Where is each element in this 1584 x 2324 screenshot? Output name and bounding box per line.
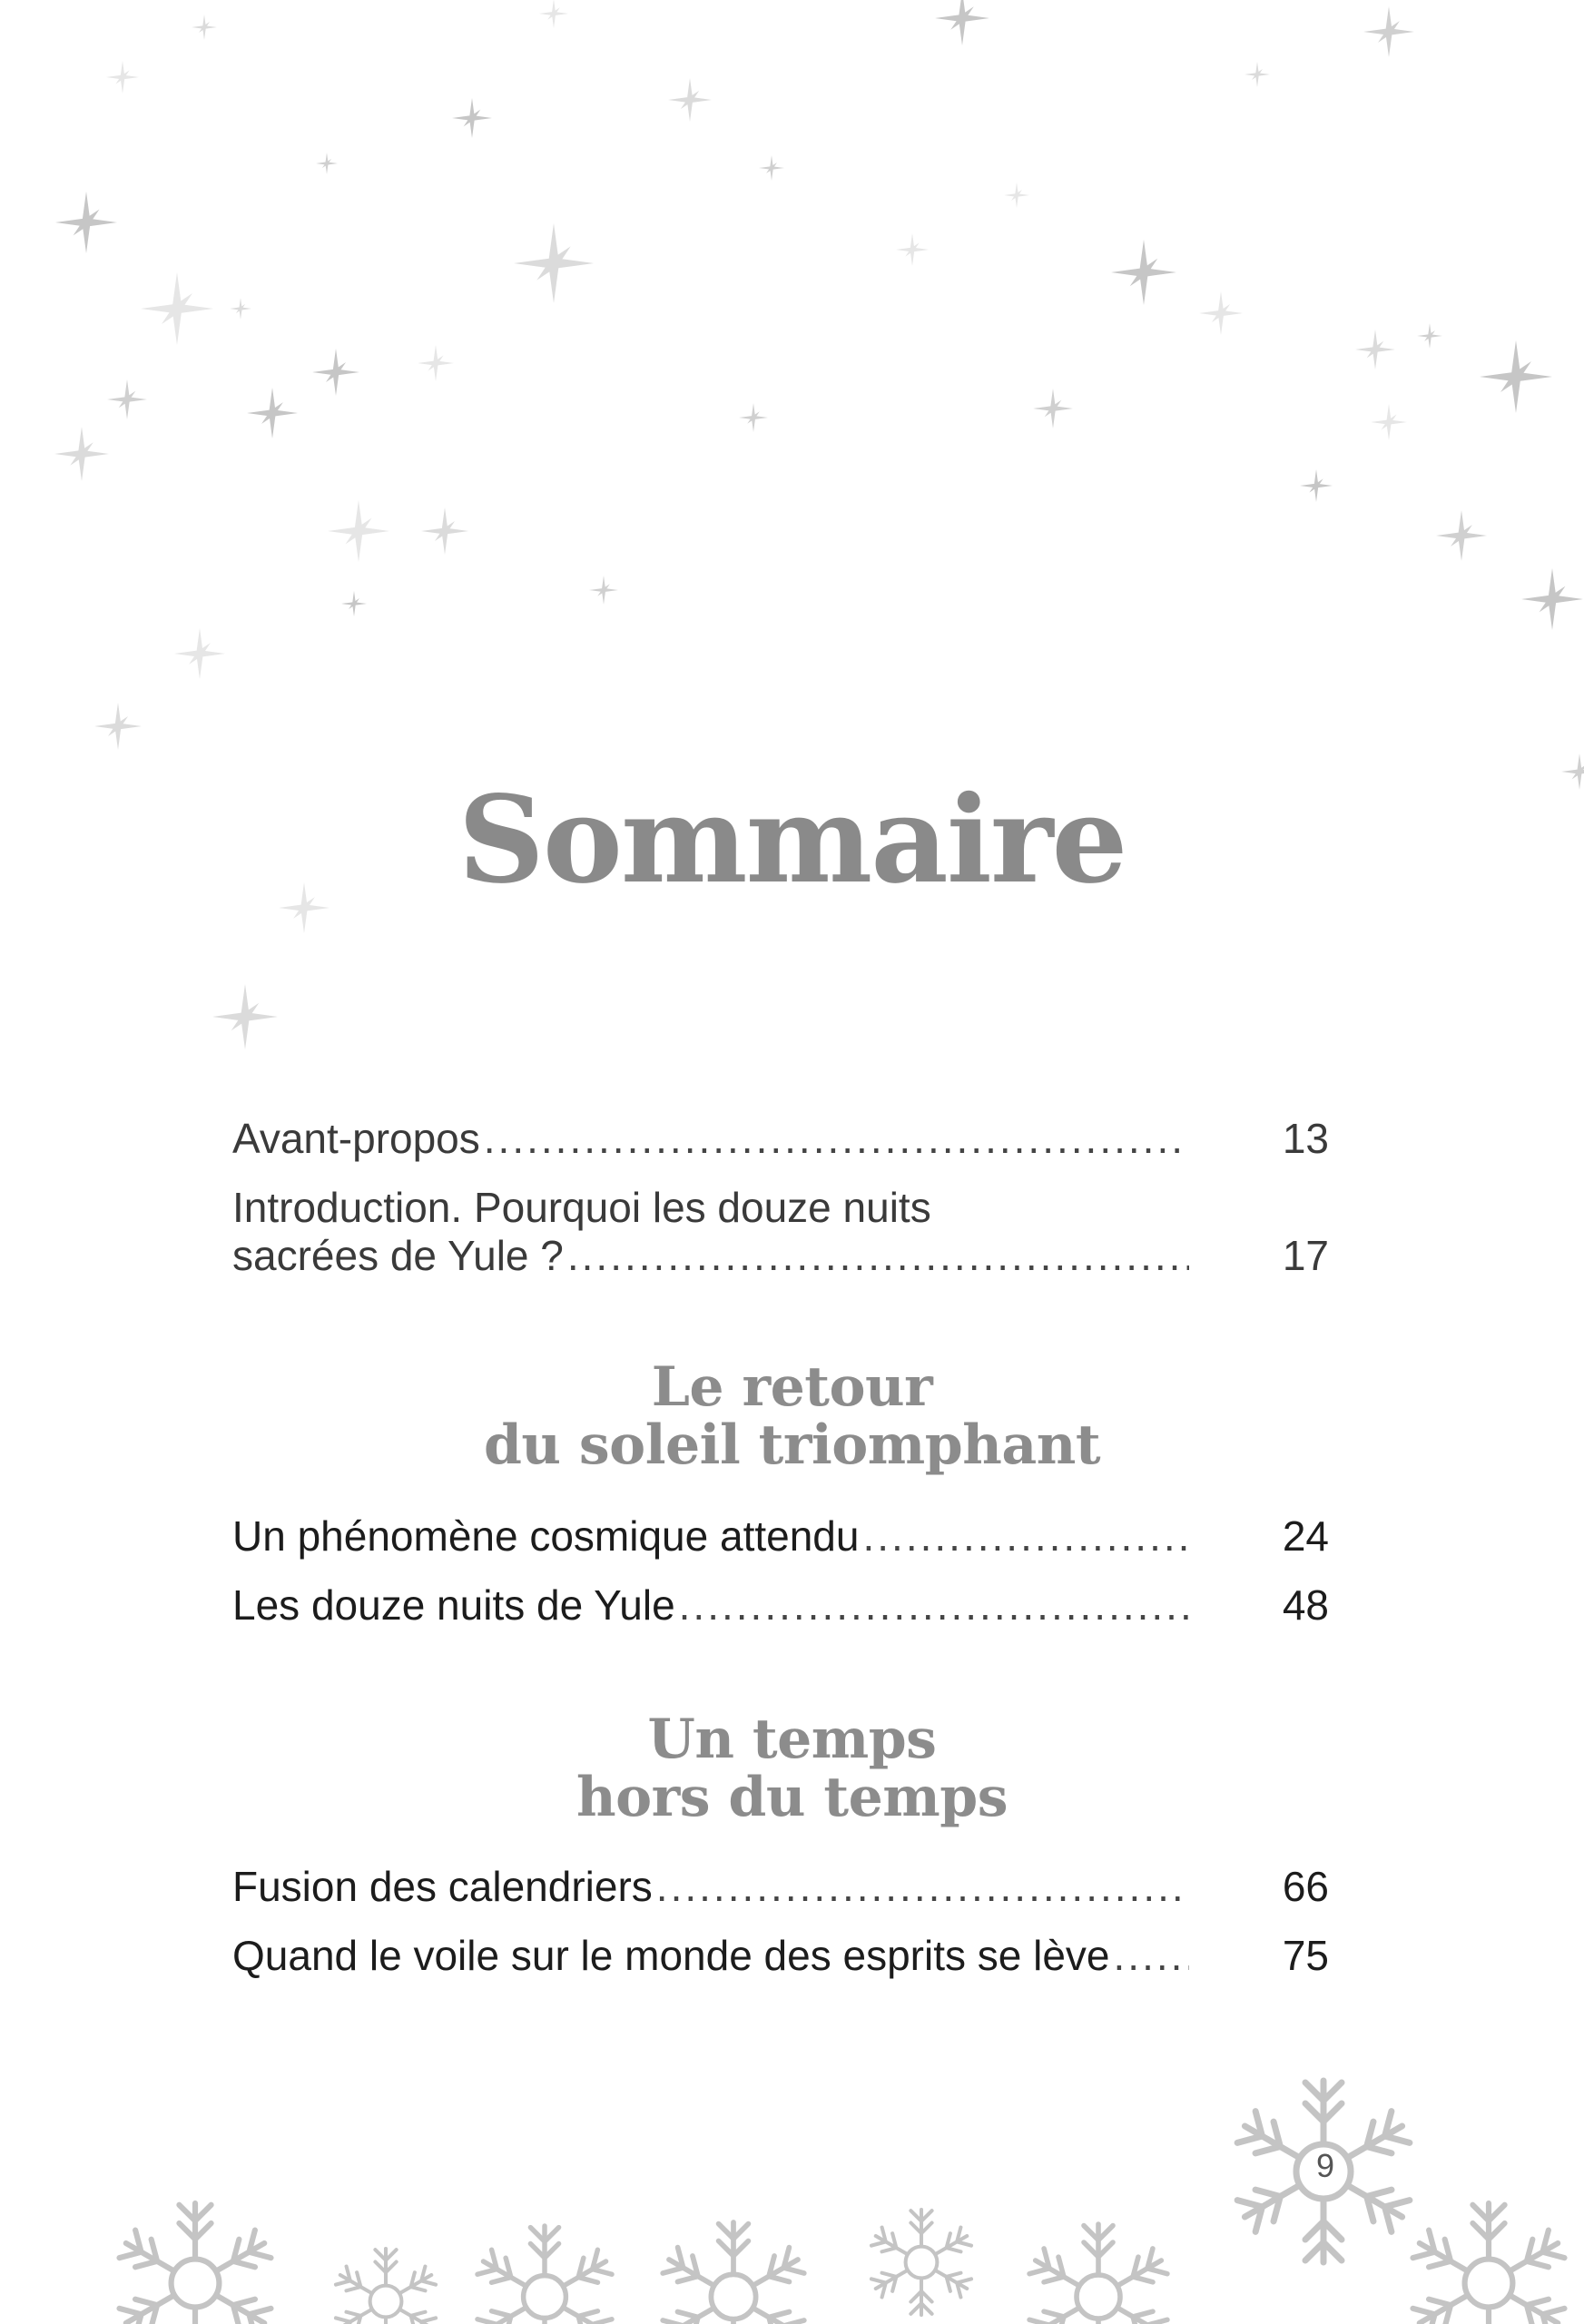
snowflake-icon — [118, 2203, 272, 2324]
sparkle-star-icon — [316, 153, 338, 174]
sparkle-star-icon — [212, 984, 278, 1049]
toc-entry-page: 48 — [1282, 1581, 1329, 1629]
sparkle-star-icon — [1363, 6, 1414, 57]
toc-entry-voile-esprits — [232, 1932, 1329, 1980]
toc-entry-page: 75 — [1282, 1932, 1329, 1979]
sparkle-star-icon — [759, 155, 784, 181]
sparkle-star-icon — [94, 703, 142, 750]
sparkle-star-icon — [1199, 291, 1243, 335]
sparkle-star-icon — [452, 98, 492, 138]
sparkle-star-icon — [1300, 469, 1333, 502]
snowflake-icon — [1028, 2224, 1169, 2324]
section-title-line2: du soleil triomphant — [483, 1413, 1101, 1477]
toc-leader-dots — [567, 1232, 1189, 1280]
toc-entry-introduction — [232, 1184, 1329, 1280]
snowflake-icon — [871, 2210, 972, 2315]
toc-entry-page: 17 — [1282, 1231, 1329, 1279]
section-title-line1: Un temps — [647, 1708, 937, 1771]
toc-entry-label: Un phénomène cosmique attendu — [232, 1512, 860, 1560]
sparkle-star-icon — [1004, 182, 1029, 208]
sparkle-star-icon — [312, 349, 359, 396]
section-title-line2: hors du temps — [576, 1766, 1008, 1829]
sparkle-star-icon — [230, 298, 251, 320]
sparkle-star-icon — [247, 388, 298, 438]
toc-entry-phenomene-cosmique — [232, 1512, 1329, 1561]
sparkle-star-icon — [1480, 340, 1552, 413]
sparkle-star-icon — [192, 15, 217, 40]
toc-leader-dots — [862, 1512, 1189, 1561]
section-title-retour-soleil — [0, 1355, 1584, 1477]
toc-entry-fusion-calendriers — [232, 1863, 1329, 1911]
sparkle-star-icon — [1436, 510, 1487, 561]
sparkle-star-icon — [107, 379, 147, 419]
toc-entry-avant-propos — [232, 1115, 1329, 1163]
sparkle-star-icon — [1417, 323, 1442, 349]
sparkle-star-icon — [106, 61, 139, 94]
sparkle-star-icon — [739, 403, 768, 432]
toc-entry-label: Quand le voile sur le monde des esprits se lève — [232, 1932, 1110, 1979]
sparkle-star-icon — [1521, 568, 1583, 630]
page-number: 9 — [1315, 2147, 1335, 2184]
sparkle-star-icon — [54, 427, 109, 481]
sparkle-star-icon — [668, 78, 712, 122]
toc-entry-label-line1: Introduction. Pourquoi les douze nuits — [232, 1184, 931, 1231]
toc-entry-label: Avant-propos — [232, 1115, 480, 1162]
toc-entry-label-line2: sacrées de Yule ? — [232, 1231, 564, 1279]
sparkle-star-icon — [1111, 240, 1176, 305]
toc-leader-dots — [656, 1863, 1189, 1911]
sparkle-star-icon — [896, 233, 929, 266]
toc-entry-douze-nuits — [232, 1581, 1329, 1630]
snowflake-icon — [477, 2226, 614, 2324]
sparkle-star-icon — [328, 500, 389, 562]
toc-leader-dots — [1114, 1932, 1189, 1980]
toc-entry-page: 66 — [1282, 1863, 1329, 1910]
snowflake-icon — [335, 2249, 437, 2324]
sparkle-star-icon — [1355, 330, 1395, 369]
section-title-line1: Le retour — [651, 1355, 933, 1419]
sparkle-star-icon — [141, 272, 213, 345]
snowflake-icon — [1412, 2203, 1566, 2324]
section-title-temps-hors-temps — [0, 1710, 1584, 1827]
sparkle-star-icon — [539, 0, 568, 28]
sparkle-star-icon — [174, 628, 225, 679]
toc-entry-page: 13 — [1282, 1115, 1329, 1162]
sparkle-star-icon — [514, 223, 594, 303]
toc-leader-dots — [484, 1115, 1189, 1163]
toc-leader-dots — [679, 1581, 1189, 1630]
sparkle-star-icon — [935, 0, 989, 45]
page-title: Sommaire — [457, 770, 1127, 911]
sparkle-star-icon — [1371, 404, 1407, 440]
sparkle-star-icon — [341, 591, 367, 616]
sparkle-star-icon — [418, 345, 454, 381]
sparkle-star-icon — [55, 192, 117, 253]
toc-entry-label: Les douze nuits de Yule — [232, 1581, 675, 1629]
toc-entry-label: Fusion des calendriers — [232, 1863, 653, 1910]
sparkle-star-icon — [589, 576, 618, 605]
toc-entry-page: 24 — [1282, 1512, 1329, 1560]
sparkle-star-icon — [1033, 389, 1073, 428]
sparkle-star-icon — [421, 507, 468, 555]
sparkle-star-icon — [1245, 62, 1270, 87]
snowflake-icon — [662, 2222, 805, 2324]
